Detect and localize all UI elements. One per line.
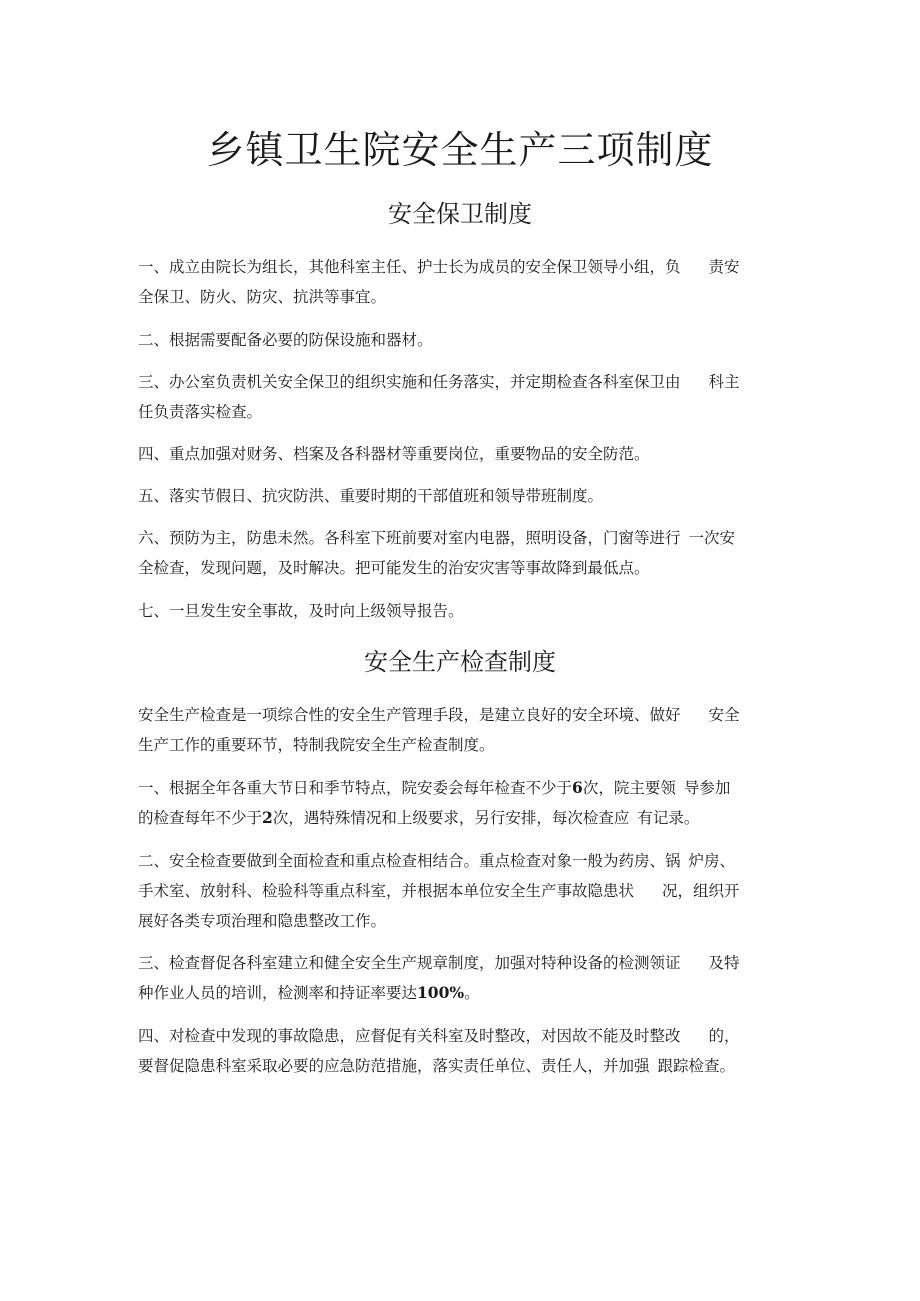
paragraph-line: 种作业人员的培训，检测率和持证率要达100%。 <box>138 983 480 1002</box>
section-inspection-intro <box>138 700 788 760</box>
paragraph-line: 四、重点加强对财务、档案及各科器材等重要岗位，重要物品的安全防范。 <box>138 445 650 463</box>
section-inspection-item-3 <box>138 948 788 1008</box>
paragraph-line: 安全生产检查是一项综合性的安全生产管理手段，是建立良好的安全环境、做好 安全 <box>138 706 740 724</box>
paragraph-line: 一、成立由院长为组长，其他科室主任、护士长为成员的安全保卫领导小组，负 责安 <box>138 258 740 276</box>
section-security-body <box>138 252 788 312</box>
paragraph-line: 全保卫、防火、防灾、抗洪等事宜。 <box>138 288 387 306</box>
section-security-item-5 <box>138 481 788 511</box>
paragraph-line: 全检查，发现问题，及时解决。把可能发生的治安灾害等事故降到最低点。 <box>138 559 650 577</box>
paragraph-line: 生产工作的重要环节，特制我院安全生产检查制度。 <box>138 736 495 754</box>
paragraph-line: 二、安全检查要做到全面检查和重点检查相结合。重点检查对象一般为药房、锅 炉房、 <box>138 852 736 870</box>
paragraph-line: 四、对检查中发现的事故隐患，应督促有关科室及时整改，对因故不能及时整改 的， <box>138 1027 740 1045</box>
section-security-item-4 <box>138 439 788 469</box>
paragraph-line: 展好各类专项治理和隐患整改工作。 <box>138 912 387 930</box>
paragraph-line: 六、预防为主，防患未然。各科室下班前要对室内电器，照明设备，门窗等进行 一次安 <box>138 529 736 547</box>
paragraph-line: 的检查每年不少于2次，遇特殊情况和上级要求，另行安排，每次检查应 有记录。 <box>138 808 700 827</box>
section-title-security: 安全保卫制度 <box>388 200 532 228</box>
section-security-item-3 <box>138 367 788 427</box>
paragraph-line: 二、根据需要配备必要的防保设施和器材。 <box>138 331 433 349</box>
paragraph-line: 三、办公室负责机关安全保卫的组织实施和任务落实，并定期检查各科室保卫由 科主 <box>138 373 740 391</box>
paragraph-line: 七、一旦发生安全事故，及时向上级领导报告。 <box>138 602 464 620</box>
paragraph-line: 一、根据全年各重大节日和季节特点，院安委会每年检查不少于6次，院主要领 导参加 <box>138 778 731 797</box>
paragraph-line: 五、落实节假日、抗灾防洪、重要时期的干部值班和领导带班制度。 <box>138 487 604 505</box>
paragraph-line: 要督促隐患科室采取必要的应急防范措施，落实责任单位、责任人，并加强 跟踪检查。 <box>138 1057 736 1075</box>
section-security-item-6 <box>138 523 788 583</box>
section-inspection-item-2 <box>138 846 788 936</box>
paragraph-line: 三、检查督促各科室建立和健全安全生产规章制度，加强对特种设备的检测领证 及特 <box>138 954 740 972</box>
section-security-item-2 <box>138 325 788 355</box>
section-title-inspection: 安全生产检查制度 <box>364 648 556 676</box>
document-title: 乡镇卫生院安全生产三项制度 <box>206 128 714 172</box>
section-inspection-item-4 <box>138 1021 788 1081</box>
paragraph-line: 任负责落实检查。 <box>138 403 263 421</box>
section-inspection-item-1 <box>138 773 788 833</box>
section-security-item-7 <box>138 596 788 626</box>
paragraph-line: 手术室、放射科、检验科等重点科室，并根据本单位安全生产事故隐患状 况，组织开 <box>138 882 740 900</box>
